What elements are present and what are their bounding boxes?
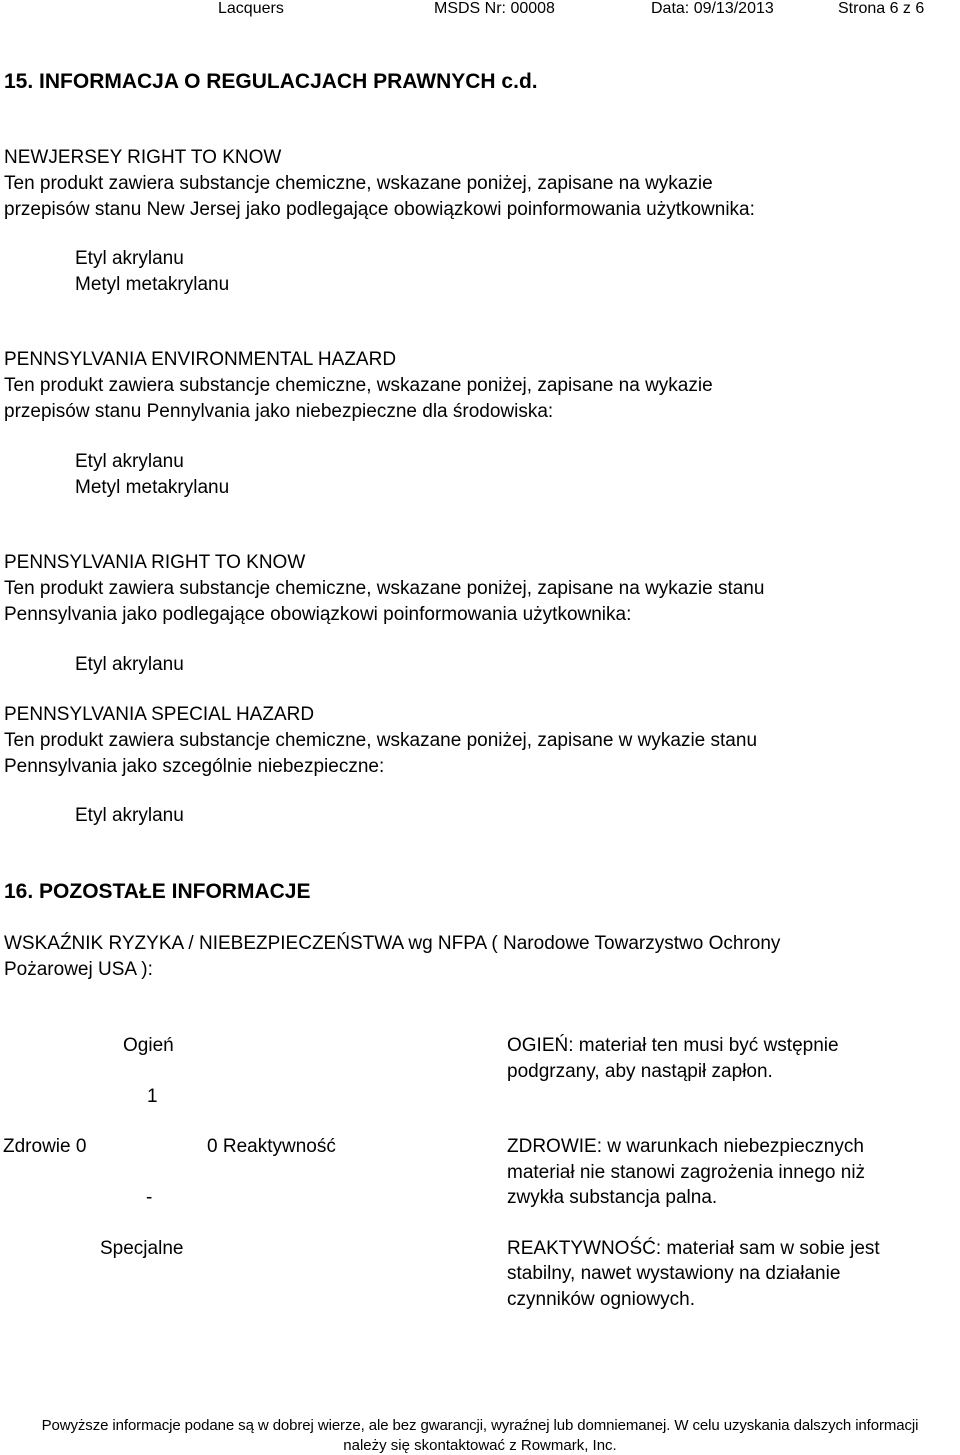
header-company: Lacquers (218, 0, 284, 17)
nj-heading: NEWJERSEY RIGHT TO KNOW (4, 147, 282, 168)
footer-disclaimer-line-1: Powyższe informacje podane są w dobrej wierze, ale bez gwarancji, wyraźnej lub domniemanej. W celu uzyskania dalszych informacji (41, 1417, 919, 1434)
nfpa-special-value: - (146, 1187, 153, 1208)
pa-env-substance-1: Etyl akrylanu (75, 451, 184, 472)
pa-special-substance-1: Etyl akrylanu (75, 805, 184, 826)
nj-text-line-1: Ten produkt zawiera substancje chemiczne, wskazane poniżej, zapisane na wykazie (4, 173, 713, 194)
header-msds-number: MSDS Nr: 00008 (434, 0, 555, 17)
nfpa-fire-value: 1 (147, 1086, 158, 1107)
nfpa-reactivity-label: 0 Reaktywność (207, 1136, 336, 1157)
pa-rtk-heading: PENNSYLVANIA RIGHT TO KNOW (4, 552, 306, 573)
footer-disclaimer-line-2: należy się skontaktować z Rowmark, Inc. (343, 1437, 617, 1454)
health-description-line-1: ZDROWIE: w warunkach niebezpiecznych (507, 1136, 864, 1157)
pa-special-text-line-1: Ten produkt zawiera substancje chemiczne, wskazane poniżej, zapisane w wykazie stanu (4, 730, 758, 751)
nfpa-fire-label: Ogień (123, 1035, 174, 1056)
nj-substance-1: Etyl akrylanu (75, 248, 184, 269)
pa-special-text-line-2: Pennsylvania jako szcególnie niebezpieczne: (4, 756, 385, 777)
nfpa-special-label: Specjalne (100, 1238, 184, 1259)
pa-env-text-line-2: przepisów stanu Pennylvania jako niebezpieczne dla środowiska: (4, 401, 554, 422)
fire-description-line-2: podgrzany, aby nastąpił zapłon. (507, 1061, 773, 1082)
pa-rtk-text-line-1: Ten produkt zawiera substancje chemiczne, wskazane poniżej, zapisane na wykazie stanu (4, 578, 765, 599)
pa-special-heading: PENNSYLVANIA SPECIAL HAZARD (4, 704, 315, 725)
reactivity-description-line-1: REAKTYWNOŚĆ: materiał sam w sobie jest (507, 1238, 880, 1259)
nfpa-text-line-2: Pożarowej USA ): (4, 959, 153, 980)
pa-env-heading: PENNSYLVANIA ENVIRONMENTAL HAZARD (4, 349, 397, 370)
health-description-line-2: materiał nie stanowi zagrożenia innego niż (507, 1162, 866, 1183)
header-date: Data: 09/13/2013 (651, 0, 774, 17)
pa-env-substance-2: Metyl metakrylanu (75, 477, 230, 498)
nfpa-text-line-1: WSKAŹNIK RYZYKA / NIEBEZPIECZEŃSTWA wg NFPA ( Narodowe Towarzystwo Ochrony (4, 933, 781, 954)
section-15-title: 15. INFORMACJA O REGULACJACH PRAWNYCH c.d. (4, 70, 538, 93)
pa-env-text-line-1: Ten produkt zawiera substancje chemiczne, wskazane poniżej, zapisane na wykazie (4, 375, 713, 396)
header-page-number: Strona 6 z 6 (838, 0, 925, 17)
reactivity-description-line-3: czynników ogniowych. (507, 1289, 695, 1310)
pa-rtk-substance-1: Etyl akrylanu (75, 654, 184, 675)
nfpa-health-label: Zdrowie 0 (3, 1136, 87, 1157)
health-description-line-3: zwykła substancja palna. (507, 1187, 718, 1208)
pa-rtk-text-line-2: Pennsylvania jako podlegające obowiązkowi poinformowania użytkownika: (4, 604, 632, 625)
fire-description-line-1: OGIEŃ: materiał ten musi być wstępnie (507, 1035, 839, 1056)
nj-text-line-2: przepisów stanu New Jersej jako podlegające obowiązkowi poinformowania użytkownika: (4, 199, 755, 220)
reactivity-description-line-2: stabilny, nawet wystawiony na działanie (507, 1263, 841, 1284)
nj-substance-2: Metyl metakrylanu (75, 274, 230, 295)
section-16-title: 16. POZOSTAŁE INFORMACJE (4, 880, 311, 903)
